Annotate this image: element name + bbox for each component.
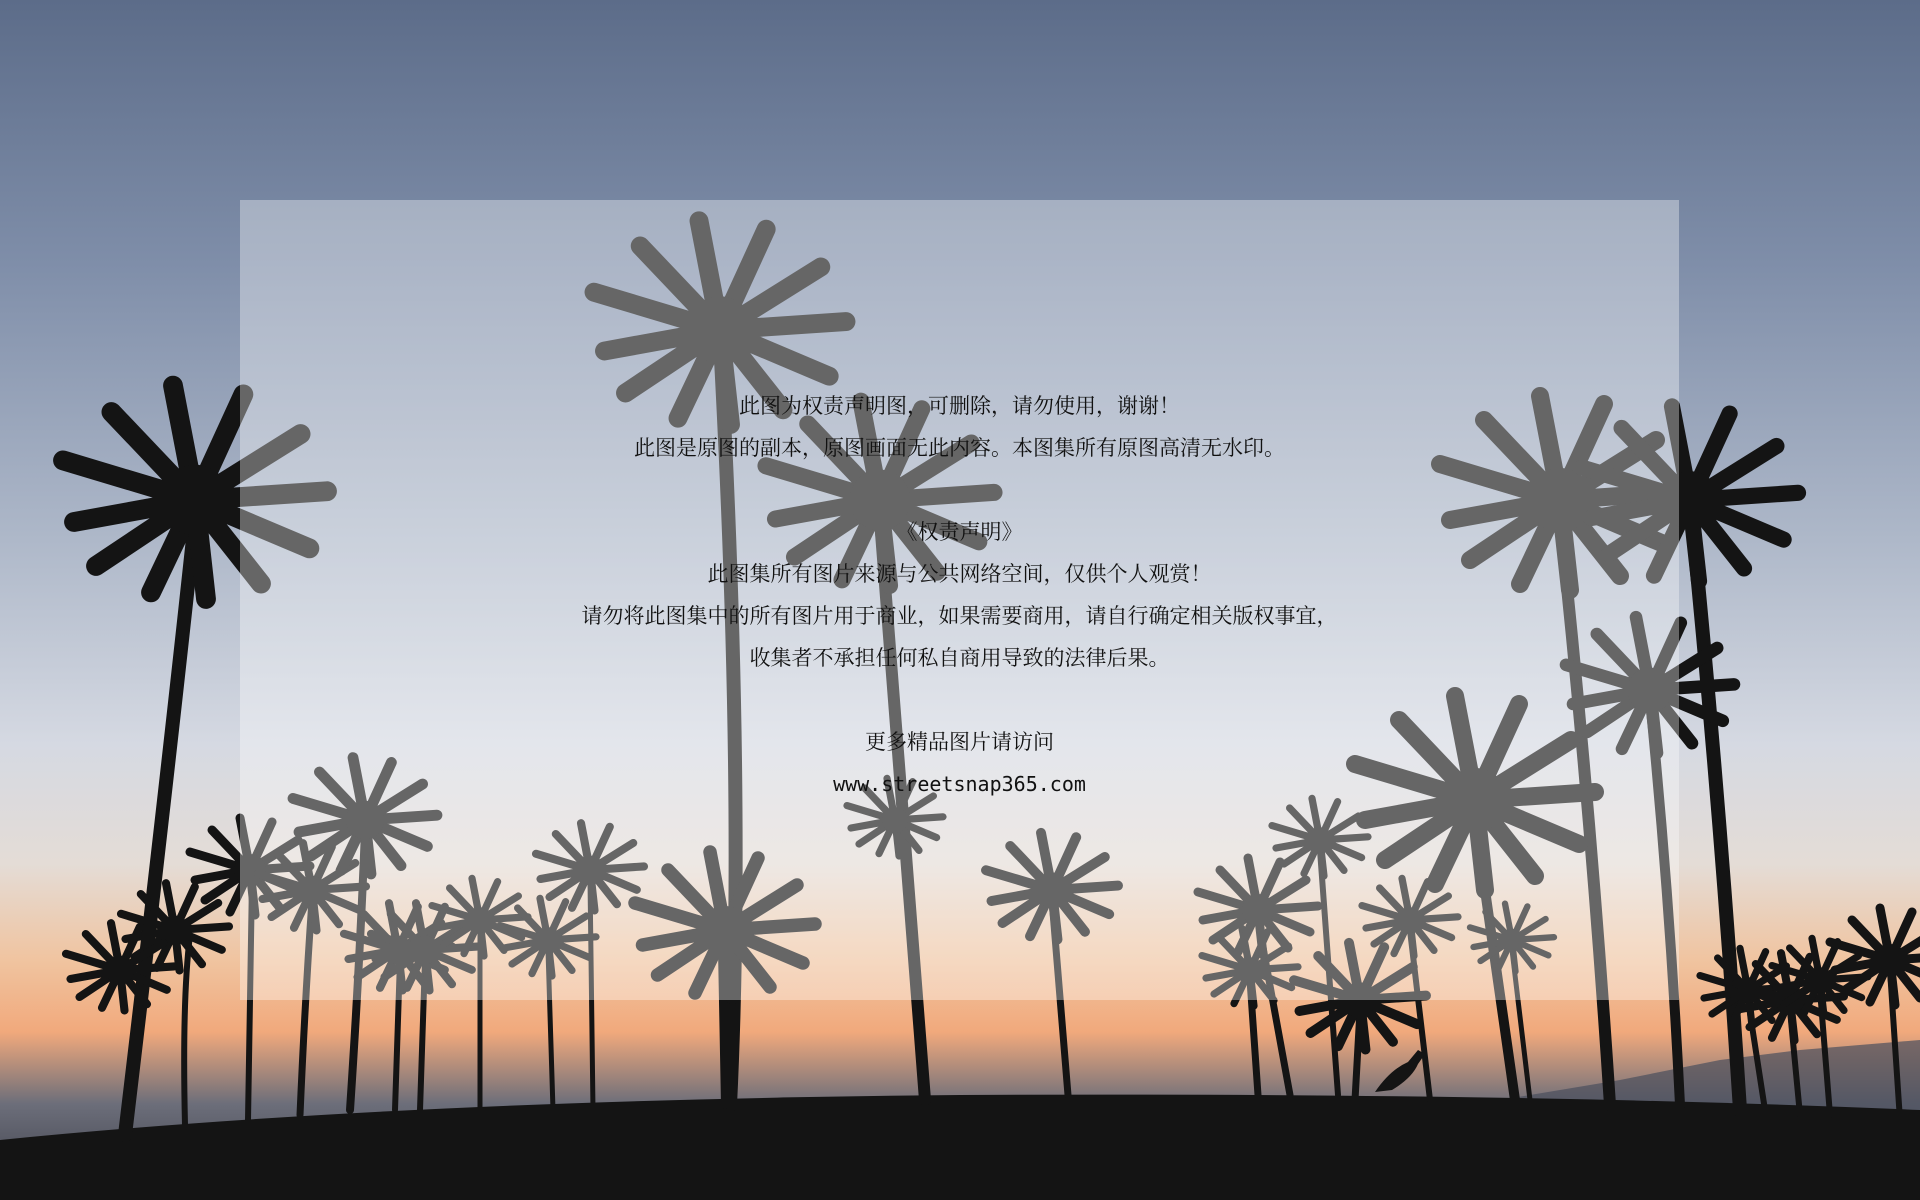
website-url[interactable]: www.streetsnap365.com <box>833 772 1086 796</box>
more-images-label: 更多精品图片请访问 <box>865 730 1054 754</box>
copyright-notice <box>240 385 1679 805</box>
notice-heading: 《权责声明》 <box>896 520 1023 544</box>
notice-line-1: 此图为权责声明图，可删除，请勿使用，谢谢！ <box>739 394 1180 418</box>
notice-line-2: 此图是原图的副本，原图画面无此内容。本图集所有原图高清无水印。 <box>634 436 1285 460</box>
notice-line-3: 此图集所有图片来源与公共网络空间，仅供个人观赏！ <box>707 562 1212 586</box>
notice-line-4: 请勿将此图集中的所有图片用于商业，如果需要商用，请自行确定相关版权事宜， <box>581 604 1338 628</box>
notice-line-5: 收集者不承担任何私自商用导致的法律后果。 <box>749 646 1170 670</box>
